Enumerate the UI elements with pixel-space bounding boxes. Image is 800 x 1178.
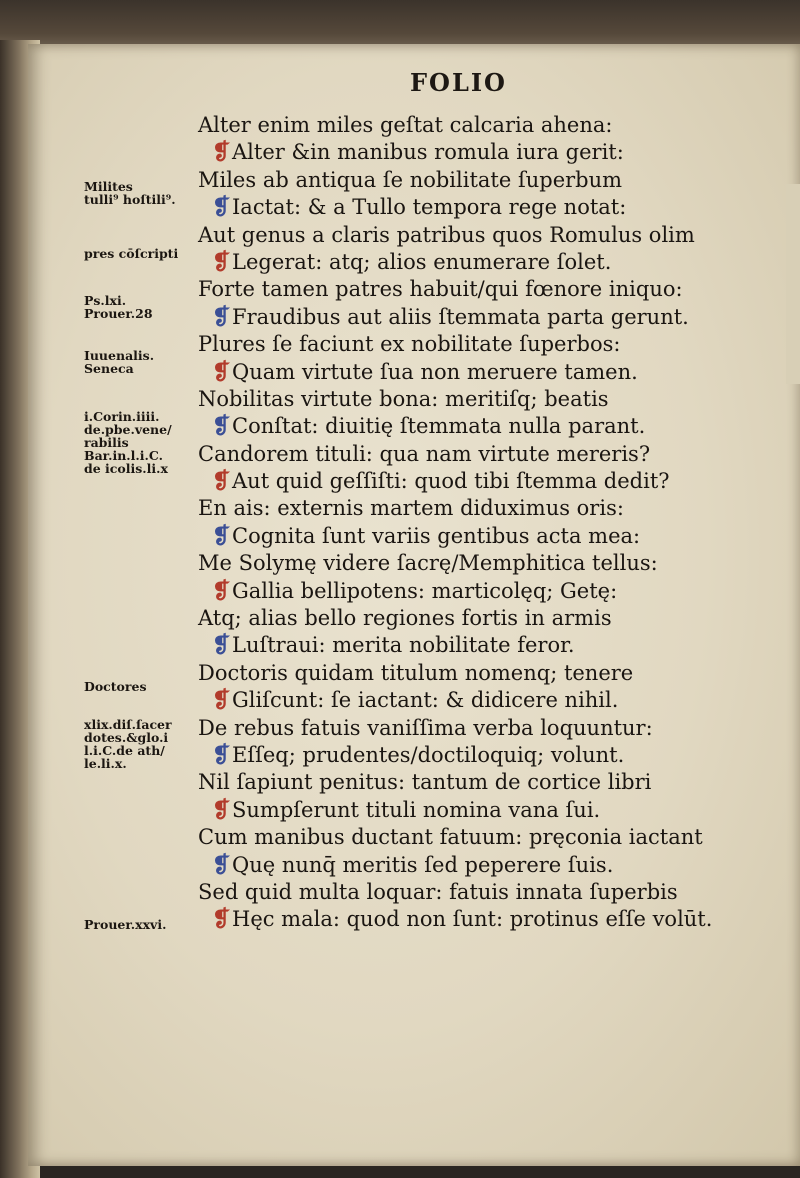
pilcrow-icon: ❡: [212, 741, 231, 768]
margin-note: xlix.diſ.ſacer dotes.&glo.i l.i.C.de ath/ le.li.x.: [84, 717, 172, 771]
verse-line-text: Gallia bellipotens: marticolęq; Getę:: [232, 578, 618, 603]
pilcrow-icon: ❡: [212, 468, 231, 495]
verse-line-text: Fraudibus aut aliis ſtemmata parta gerunt.: [232, 304, 689, 329]
verse-line-text: Atq; alias bello regiones fortis in armis: [198, 606, 612, 631]
verse-line: [198, 660, 778, 687]
verse-line: [198, 605, 778, 632]
verse-line: [198, 413, 778, 440]
verse-line-text: Plures ſe faciunt ex nobilitate ſuperbos:: [198, 332, 621, 357]
adjacent-page-edge: [786, 184, 800, 384]
verse-line-text: Hęc mala: quod non ſunt: protinus eſſe volūt.: [232, 907, 713, 932]
verse-line: [198, 879, 778, 906]
verse-line-text: Miles ab antiqua ſe nobilitate ſuperbum: [198, 167, 623, 192]
verse-line: [198, 550, 778, 577]
verse-line-text: Forte tamen patres habuit/qui fœnore iniquo:: [198, 277, 683, 302]
pilcrow-icon: ❡: [212, 194, 231, 221]
verse-line-text: Sed quid multa loquar: fatuis innata ſuperbis: [198, 879, 678, 904]
verse-line: [198, 906, 778, 933]
verse-line-text: Cum manibus ductant fatuum: pręconia iactant: [198, 825, 703, 850]
verse-line: [198, 167, 778, 194]
verse-line-text: Aut quid geſſiſti: quod tibi ſtemma dedit?: [232, 469, 670, 494]
verse-line-text: Alter &in manibus romula iura gerit:: [232, 140, 624, 165]
verse-line-text: Luſtraui: merita nobilitate feror.: [232, 633, 575, 658]
verse-line-text: Nobilitas virtute bona: meritiſq; beatis: [198, 386, 609, 411]
pilcrow-icon: ❡: [212, 248, 231, 275]
verse-line-text: En ais: externis martem diduximus oris:: [198, 496, 624, 521]
pilcrow-icon: ❡: [212, 303, 231, 330]
margin-note: Iuuenalis. Seneca: [84, 348, 155, 376]
verse-line-text: Sumpſerunt tituli nomina vana ſui.: [232, 797, 601, 822]
verse-line: [198, 824, 778, 851]
verse-line: [198, 441, 778, 468]
verse-line: [198, 386, 778, 413]
verse-line-text: Quam virtute ſua non meruere tamen.: [232, 359, 638, 384]
margin-notes: [84, 0, 204, 1178]
verse-line: [198, 468, 778, 495]
pilcrow-icon: ❡: [212, 358, 231, 385]
page-header-folio: FOLIO: [410, 68, 507, 97]
verse-line: [198, 331, 778, 358]
verse-line-text: Me Solymę videre ſacrę/Memphitica tellus:: [198, 551, 658, 576]
verse-line: [198, 222, 778, 249]
margin-note: Doctores: [84, 679, 147, 694]
verse-line-text: Conſtat: diuitię ſtemmata nulla parant.: [232, 414, 646, 439]
verse-line-text: Nil ſapiunt penitus: tantum de cortice libri: [198, 770, 652, 795]
verse-text-block: [198, 112, 778, 934]
verse-line-text: Gliſcunt: ſe iactant: & didicere nihil.: [232, 688, 619, 713]
verse-line-text: Alter enim miles geſtat calcaria ahena:: [198, 113, 613, 137]
margin-note: Prouer.xxvi.: [84, 917, 167, 932]
verse-line: [198, 139, 778, 166]
pilcrow-icon: ❡: [212, 687, 231, 714]
pilcrow-icon: ❡: [212, 577, 231, 604]
verse-line: [198, 797, 778, 824]
verse-line: [198, 578, 778, 605]
verse-line-text: Iactat: & a Tullo tempora rege notat:: [232, 195, 627, 220]
pilcrow-icon: ❡: [212, 522, 231, 549]
verse-line: [198, 276, 778, 303]
margin-note: i.Corin.iiii. de.pbe.vene/ rabilis Bar.in.l.i.C. de icolis.li.x: [84, 409, 172, 476]
verse-line-text: Candorem tituli: qua nam virtute mereris?: [198, 441, 651, 466]
pilcrow-icon: ❡: [212, 413, 231, 440]
margin-note: Milites tulli⁹ hoſtili⁹.: [84, 179, 176, 207]
verse-line: [198, 249, 778, 276]
verse-line: [198, 523, 778, 550]
verse-line: [198, 112, 778, 139]
margin-note: Ps.lxi. Prouer.28: [84, 293, 153, 321]
verse-line-text: Aut genus a claris patribus quos Romulus olim: [198, 222, 695, 247]
verse-line: [198, 359, 778, 386]
pilcrow-icon: ❡: [212, 139, 231, 166]
pilcrow-icon: ❡: [212, 796, 231, 823]
verse-line-text: Eſſeq; prudentes/doctiloquiq; volunt.: [232, 742, 625, 767]
verse-line-text: Legerat: atq; alios enumerare ſolet.: [232, 249, 612, 274]
verse-line: [198, 742, 778, 769]
verse-line: [198, 194, 778, 221]
verse-line: [198, 632, 778, 659]
pilcrow-icon: ❡: [212, 632, 231, 659]
pilcrow-icon: ❡: [212, 851, 231, 878]
verse-line-text: Cognita ſunt variis gentibus acta mea:: [232, 523, 641, 548]
verse-line: [198, 852, 778, 879]
pilcrow-icon: ❡: [212, 906, 231, 933]
verse-line: [198, 304, 778, 331]
verse-line: [198, 495, 778, 522]
verse-line-text: Doctoris quidam titulum nomenq; tenere: [198, 660, 634, 685]
margin-note: pres cōſcripti: [84, 246, 179, 261]
verse-line: [198, 715, 778, 742]
verse-line-text: Quę nunq̄ meritis ſed peperere ſuis.: [232, 852, 614, 877]
verse-line: [198, 687, 778, 714]
verse-line-text: De rebus fatuis vaniſſima verba loquuntur:: [198, 715, 653, 740]
verse-line: [198, 769, 778, 796]
